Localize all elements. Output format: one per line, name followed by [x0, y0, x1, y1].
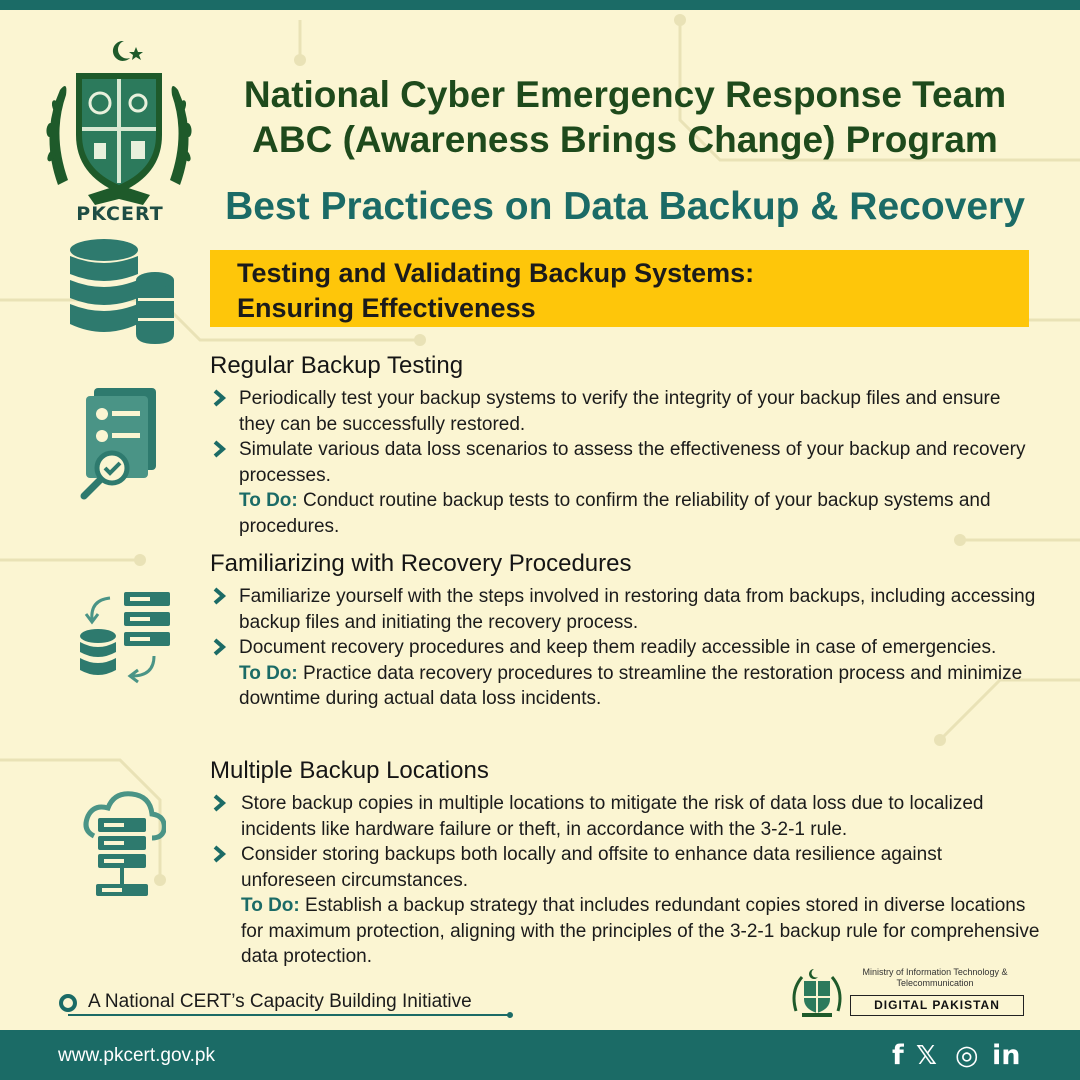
cloud-server-icon — [80, 790, 166, 902]
todo-note — [210, 893, 1040, 970]
pkcert-logo-text: PKCERT — [76, 203, 164, 225]
facebook-icon[interactable]: f — [892, 1040, 904, 1071]
section-title: Regular Backup Testing — [210, 352, 464, 379]
topic-title: Best Practices on Data Backup & Recovery — [225, 185, 1025, 228]
linkedin-icon[interactable]: in — [992, 1040, 1021, 1071]
website-link[interactable]: www.pkcert.gov.pk — [58, 1045, 215, 1066]
todo-label: To Do: — [239, 662, 298, 684]
chevron-right-icon — [213, 845, 227, 863]
x-icon[interactable]: 𝕏 — [916, 1041, 937, 1071]
org-title: National Cyber Emergency Response Team — [243, 74, 1007, 115]
chevron-right-icon — [213, 638, 227, 656]
todo-label: To Do: — [239, 490, 298, 511]
bullet-text: Familiarize yourself with the steps involved in restoring data from backups, including accessing backup files and initiating the recovery process. — [239, 586, 1036, 633]
list-item — [210, 791, 1040, 842]
chevron-right-icon — [213, 389, 227, 407]
pkcert-emblem — [38, 35, 200, 225]
list-item — [210, 842, 1040, 893]
ministry-name: Ministry of Information Technology & Telecommunication — [862, 967, 1008, 988]
chevron-right-icon — [213, 587, 227, 605]
chevron-right-icon — [213, 794, 227, 812]
list-item — [210, 437, 1040, 488]
todo-note — [210, 661, 1040, 712]
todo-text: Conduct routine backup tests to confirm the reliability of your backup systems and procedures. — [239, 490, 991, 537]
list-item — [210, 386, 1040, 437]
section-regular-backup-testing — [210, 352, 1040, 539]
todo-note — [210, 488, 1040, 539]
todo-text: Practice data recovery procedures to streamline the restoration process and minimize downtime during actual data loss incidents. — [239, 662, 1023, 709]
checklist-magnifier-icon — [80, 388, 164, 500]
list-item — [210, 635, 1040, 661]
bullet-text: Simulate various data loss scenarios to assess the effectiveness of your backup and recovery processes. — [239, 439, 1026, 486]
list-item — [210, 584, 1040, 635]
section-title: Multiple Backup Locations — [210, 757, 489, 784]
banner-heading — [237, 256, 1007, 326]
bullet-text: Store backup copies in multiple locations to mitigate the risk of data loss due to localized incidents like hardware failure or theft, in accordance with the 3-2-1 rule. — [241, 793, 984, 840]
todo-label: To Do: — [241, 895, 300, 916]
section-multiple-backup-locations — [210, 757, 1040, 970]
government-emblem-icon — [792, 967, 842, 1019]
program-title: ABC (Awareness Brings Change) Program — [252, 119, 998, 160]
instagram-icon[interactable]: ◎ — [955, 1040, 979, 1071]
banner-line-2: Ensuring Effectiveness — [237, 293, 536, 323]
bullet-text: Periodically test your backup systems to verify the integrity of your backup files and ensure they can be successfully restored. — [239, 388, 1001, 435]
database-restore-icon — [78, 590, 172, 684]
section-title: Familiarizing with Recovery Procedures — [210, 550, 632, 577]
database-icon — [66, 238, 178, 346]
initiative-text: A National CERT’s Capacity Building Initiative — [88, 991, 472, 1012]
chevron-right-icon — [213, 440, 227, 458]
banner-line-1: Testing and Validating Backup Systems: — [237, 258, 755, 288]
bullet-text: Consider storing backups both locally and offsite to enhance data resilience against unforeseen circumstances. — [241, 844, 942, 891]
digital-pakistan-badge: DIGITAL PAKISTAN — [850, 995, 1024, 1016]
todo-text: Establish a backup strategy that includes redundant copies stored in diverse locations for maximum protection, aligning with the principles of the 3-2-1 backup rule for comprehensive data protection. — [241, 895, 1040, 967]
section-recovery-procedures — [210, 550, 1040, 712]
bullet-text: Document recovery procedures and keep them readily accessible in case of emergencies. — [239, 637, 997, 658]
